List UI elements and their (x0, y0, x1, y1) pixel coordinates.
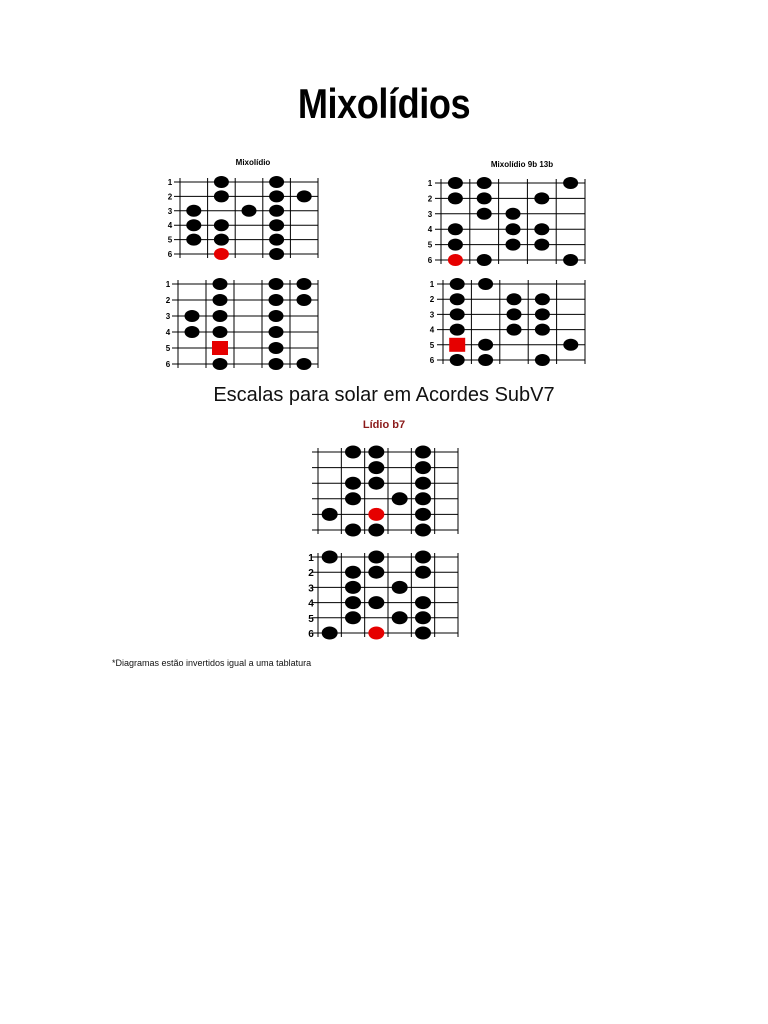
note-dot (563, 254, 578, 266)
note-dot (534, 223, 549, 235)
string-number-label: 3 (165, 312, 171, 321)
string-number-label: 3 (167, 206, 173, 216)
fretboard-mixolidio (168, 158, 318, 260)
note-dot (368, 446, 384, 459)
root-note-marker (448, 254, 463, 266)
note-dot (415, 611, 431, 624)
string-number-label: 1 (429, 280, 435, 289)
fretboard-mixolidio-9b-13b (428, 160, 585, 266)
fretboard-mixolidio-9b-13b-2 (430, 278, 585, 366)
fretboard-mixolidio-2 (166, 278, 318, 370)
note-dot (185, 326, 200, 338)
diagram-title: Mixolídio (235, 158, 271, 167)
string-number-label: 4 (165, 328, 171, 337)
note-dot (322, 508, 338, 521)
note-dot (415, 477, 431, 490)
note-dot (269, 248, 284, 260)
note-dot (368, 524, 384, 537)
string-number-label: 2 (427, 194, 433, 204)
string-number-label: 3 (308, 583, 314, 595)
note-dot (214, 219, 229, 231)
note-dot (213, 294, 228, 306)
note-dot (415, 524, 431, 537)
note-dot (368, 551, 384, 564)
string-number-label: 5 (167, 235, 173, 245)
note-dot (415, 508, 431, 521)
note-dot (415, 596, 431, 609)
note-dot (368, 596, 384, 609)
note-dot (477, 192, 492, 204)
note-dot (269, 342, 284, 354)
note-dot (269, 294, 284, 306)
string-number-label: 1 (308, 553, 314, 564)
note-dot (368, 461, 384, 474)
note-dot (478, 354, 493, 366)
note-dot (214, 234, 229, 246)
note-dot (213, 358, 228, 370)
note-dot (535, 324, 550, 336)
string-number-label: 6 (167, 250, 173, 259)
note-dot (450, 324, 465, 336)
note-dot (185, 310, 200, 322)
string-number-label: 1 (165, 280, 171, 289)
string-number-label: 2 (429, 295, 435, 305)
note-dot (448, 239, 463, 251)
note-dot (507, 308, 522, 320)
string-number-label: 2 (308, 568, 314, 580)
note-dot (415, 446, 431, 459)
string-number-label: 6 (165, 360, 171, 369)
root-note-marker (212, 341, 228, 355)
note-dot (368, 566, 384, 579)
note-dot (448, 223, 463, 235)
note-dot (450, 278, 465, 290)
note-dot (186, 205, 201, 217)
note-dot (478, 278, 493, 290)
note-dot (506, 223, 521, 235)
note-dot (535, 308, 550, 320)
note-dot (450, 354, 465, 366)
note-dot (345, 581, 361, 594)
note-dot (269, 326, 284, 338)
note-dot (269, 219, 284, 231)
note-dot (345, 492, 361, 505)
note-dot (477, 177, 492, 189)
footnote: *Diagramas estão invertidos igual a uma tablatura (112, 658, 312, 668)
note-dot (535, 354, 550, 366)
string-number-label: 2 (167, 192, 173, 202)
string-number-label: 1 (427, 179, 433, 188)
string-number-label: 6 (429, 356, 435, 365)
note-dot (392, 492, 408, 505)
string-number-label: 2 (165, 296, 171, 305)
note-dot (415, 627, 431, 640)
note-dot (368, 477, 384, 490)
string-number-label: 4 (167, 221, 173, 231)
string-number-label: 5 (429, 340, 435, 350)
note-dot (345, 446, 361, 459)
note-dot (563, 177, 578, 189)
note-dot (214, 176, 229, 188)
note-dot (477, 254, 492, 266)
note-dot (507, 293, 522, 305)
note-dot (297, 278, 312, 290)
note-dot (269, 176, 284, 188)
string-number-label: 6 (427, 256, 433, 265)
string-number-label: 3 (427, 209, 433, 219)
note-dot (563, 339, 578, 351)
note-dot (392, 581, 408, 594)
root-note-marker (368, 508, 384, 521)
note-dot (345, 596, 361, 609)
note-dot (186, 219, 201, 231)
string-number-label: 1 (167, 178, 173, 187)
note-dot (269, 358, 284, 370)
note-dot (448, 192, 463, 204)
note-dot (297, 190, 312, 202)
note-dot (415, 551, 431, 564)
note-dot (297, 294, 312, 306)
diagram-title: Mixolídio 9b 13b (490, 160, 554, 169)
note-dot (213, 278, 228, 290)
fretboard-lidio-b7 (312, 446, 458, 537)
note-dot (242, 205, 257, 217)
string-number-label: 5 (427, 240, 433, 250)
note-dot (345, 611, 361, 624)
string-number-label: 3 (429, 310, 435, 320)
page-title: Mixolídios (297, 80, 471, 127)
note-dot (345, 477, 361, 490)
note-dot (186, 234, 201, 246)
root-note-marker (449, 338, 465, 352)
note-dot (269, 205, 284, 217)
note-dot (535, 293, 550, 305)
note-dot (345, 566, 361, 579)
note-dot (507, 324, 522, 336)
note-dot (448, 177, 463, 189)
note-dot (478, 339, 493, 351)
fretboard-lidio-b7-2 (308, 551, 458, 641)
note-dot (450, 308, 465, 320)
note-dot (392, 611, 408, 624)
note-dot (415, 461, 431, 474)
string-number-label: 5 (308, 613, 314, 625)
note-dot (269, 310, 284, 322)
section-label-lidio-b7: Lídio b7 (362, 419, 406, 431)
root-note-marker (214, 248, 229, 260)
note-dot (269, 190, 284, 202)
string-number-label: 4 (427, 225, 433, 235)
note-dot (534, 239, 549, 251)
note-dot (213, 326, 228, 338)
note-dot (322, 627, 338, 640)
note-dot (415, 566, 431, 579)
note-dot (477, 208, 492, 220)
string-number-label: 4 (429, 325, 435, 335)
root-note-marker (368, 627, 384, 640)
string-number-label: 5 (165, 344, 171, 353)
note-dot (345, 524, 361, 537)
note-dot (506, 239, 521, 251)
note-dot (269, 234, 284, 246)
note-dot (213, 310, 228, 322)
note-dot (415, 492, 431, 505)
note-dot (322, 551, 338, 564)
note-dot (214, 190, 229, 202)
string-number-label: 6 (308, 629, 314, 640)
note-dot (450, 293, 465, 305)
note-dot (506, 208, 521, 220)
note-dot (269, 278, 284, 290)
note-dot (297, 358, 312, 370)
note-dot (534, 192, 549, 204)
subtitle: Escalas para solar em Acordes SubV7 (213, 384, 555, 406)
string-number-label: 4 (308, 598, 314, 610)
